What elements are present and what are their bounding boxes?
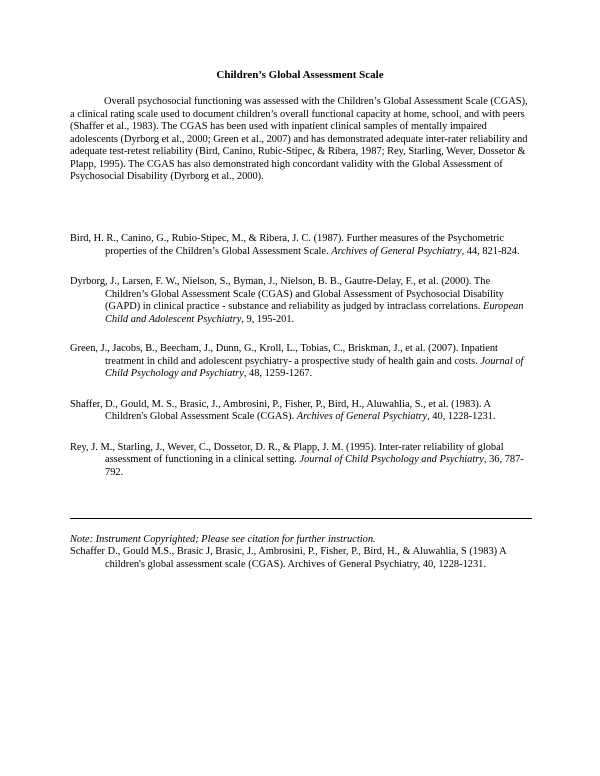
reference-journal: Journal of Child Psychology and Psychiatry [299, 454, 484, 465]
reference-text: Green, J., Jacobs, B., Beecham, J., Dunn, G., Kroll, L., Tobias, C., Briskman, J., et al. (2007). Inpatient treatment in child and adolescent psychiatry- a prospective study of health gain and costs. [70, 343, 498, 367]
reference-volume: , 36, 787-792. [105, 454, 524, 478]
reference-item [70, 343, 532, 381]
reference-text: Shaffer, D., Gould, M. S., Brasic, J., Ambrosini, P., Fisher, P., Bird, H., Aluwahlia, S., et al. (1983). A Children's Global Assessment Scale (CGAS). [70, 398, 491, 422]
reference-journal: Archives of General Psychiatry [296, 411, 428, 422]
reference-volume: , 44, 821-824. [461, 245, 520, 257]
reference-item [70, 276, 532, 326]
reference-text: Rey, J. M., Starling, J., Wever, C., Dossetor, D. R., & Plapp, J. M. (1995). Inter-rater reliability of global assessment of functioning in a clinical setting. [70, 441, 504, 465]
reference-journal: European Child and Adolescent Psychiatry [105, 301, 524, 325]
reference-volume: , 48, 1259-1267. [243, 368, 313, 379]
reference-journal: Archives of General Psychiatry [331, 245, 462, 257]
reference-item [70, 399, 532, 424]
reference-text: Dyrborg, J., Larsen, F. W., Nielson, S., Byman, J., Nielson, B. B., Gautre-Delay, F., et al. (2000). The Children’s Global Assessment Scale (CGAS) and Global Assessment of Psychosocial Disability (GAPD) in clinical practice - substance and reliability as judged by intraclass correlations. [70, 276, 504, 312]
copyright-note: Note: Instrument Copyrighted; Please see citation for further instruction. [70, 534, 376, 545]
page-title: Children’s Global Assessment Scale [216, 69, 384, 81]
reference-item [70, 233, 532, 258]
note-citation: Schaffer D., Gould M.S., Brasic J, Brasic, J., Ambrosini, P., Fisher, P., Bird, H., & Aluwahlia, S (1983) A children's global assessment scale (CGAS). Archives of General Psychiatry, 40, 1228-1231. [70, 546, 507, 570]
reference-journal: Journal of Child Psychology and Psychiatry [105, 355, 524, 379]
reference-volume: , 40, 1228-1231. [427, 411, 496, 422]
reference-item [70, 442, 532, 480]
reference-volume: , 9, 195-201. [241, 313, 295, 325]
section-divider [70, 518, 532, 519]
intro-paragraph: Overall psychosocial functioning was assessed with the Children’s Global Assessment Scale (CGAS), a clinical rating scale used to document children’s overall functional capacity at home, school, and with peers (Shaffer et al., 1983). The CGAS has been used with inpatient clinical samples of mentally impaired adolescents (Dyrborg et al., 2000; Green et al., 2007) and has demonstrated adequate inter-rater reliability and adequate test-retest reliability (Bird, Canino, Rubic-Stipec, & Ribera, 1987; Rey, Starling, Wever, Dossetor & Plapp, 1995). The CGAS has also demonstrated high concordant validity with the Global Assessment of Psychosocial Disability (Dyrborg et al., 2000). [70, 96, 528, 182]
reference-list [70, 233, 532, 497]
reference-text: Bird, H. R., Canino, G., Rubio-Stipec, M., & Ribera, J. C. (1987). Further measures of the Psychometric properties of the Children’s Global Assessment Scale. [70, 233, 505, 257]
